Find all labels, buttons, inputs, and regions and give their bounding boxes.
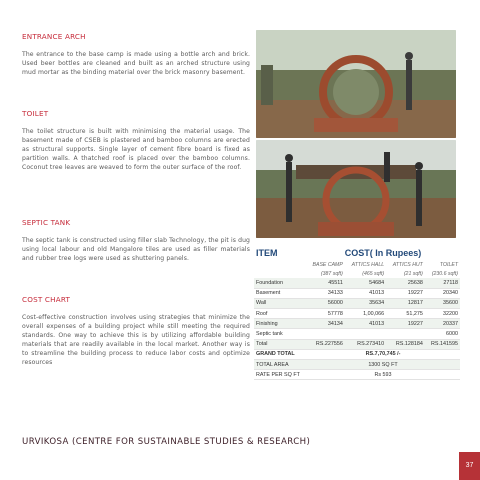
column-header: ATTICS HUT xyxy=(392,261,423,268)
cell: 51,275 xyxy=(386,309,425,319)
cell: 27118 xyxy=(425,278,460,288)
column-area: (465 sqft) xyxy=(362,270,385,277)
table-row xyxy=(254,309,460,319)
cost-table xyxy=(254,246,460,380)
section-text-entrance-arch: The entrance to the base camp is made using a bottle arch and brick. Used beer bottles are cleaned and built as an arched structure using mud mortar as the binding material over the brick masonry basement. xyxy=(22,51,250,77)
section-heading-septic-tank: SEPTIC TANK xyxy=(22,218,71,227)
column-area: (230.6 sqft) xyxy=(431,270,458,277)
row-label: Basement xyxy=(254,288,306,298)
total-area-row xyxy=(254,360,460,370)
section-heading-entrance-arch: ENTRANCE ARCH xyxy=(22,32,86,41)
cell: 35634 xyxy=(345,298,386,308)
cell: 12817 xyxy=(386,298,425,308)
cell: 6000 xyxy=(425,329,460,339)
cell: 19227 xyxy=(386,319,425,329)
cell: RS.273410 xyxy=(345,339,386,349)
row-label: Roof xyxy=(254,309,306,319)
cell: 35600 xyxy=(425,298,460,308)
cell: 34133 xyxy=(306,288,345,298)
cell: RS.128184 xyxy=(386,339,425,349)
page-number: 37 xyxy=(459,452,480,480)
cell xyxy=(306,329,345,339)
cell: 45511 xyxy=(306,278,345,288)
cell: 1,00,066 xyxy=(345,309,386,319)
row-label: Finishing xyxy=(254,319,306,329)
cell: 19227 xyxy=(386,288,425,298)
rate-label: RATE PER SQ FT xyxy=(254,370,306,380)
rate-value: Rs 593 xyxy=(306,370,460,380)
rate-row xyxy=(254,370,460,380)
cell: 41013 xyxy=(345,288,386,298)
table-row xyxy=(254,339,460,349)
column-header: TOILET xyxy=(439,261,458,268)
grand-total-label: GRAND TOTAL xyxy=(254,349,306,359)
cell: 20340 xyxy=(425,288,460,298)
cell xyxy=(345,329,386,339)
table-item-header: ITEM xyxy=(256,248,278,258)
row-label: Wall xyxy=(254,298,306,308)
cell: RS.227556 xyxy=(306,339,345,349)
total-area-label: TOTAL AREA xyxy=(254,360,306,370)
table-row xyxy=(254,278,460,288)
table-row xyxy=(254,319,460,329)
row-label: Foundation xyxy=(254,278,306,288)
section-text-septic-tank: The septic tank is constructed using filler slab Technology, the pit is dug using local labour and old Mangalore tiles are used as filler materials and rubber tree logs were used as shuttering panels. xyxy=(22,237,250,263)
cell: 54684 xyxy=(345,278,386,288)
table-row xyxy=(254,329,460,339)
grand-total-row xyxy=(254,349,460,359)
column-area: (387 sqft) xyxy=(320,270,343,277)
cell: 20337 xyxy=(425,319,460,329)
cell: 34134 xyxy=(306,319,345,329)
cell: 25638 xyxy=(386,278,425,288)
total-area-value: 1300 SQ FT xyxy=(306,360,460,370)
photo-entrance-arch xyxy=(256,30,456,138)
cell: 56000 xyxy=(306,298,345,308)
row-label: Septic tank xyxy=(254,329,306,339)
cell: 32200 xyxy=(425,309,460,319)
cell: RS.141595 xyxy=(425,339,460,349)
arch-illustration xyxy=(256,30,456,138)
section-heading-toilet: TOILET xyxy=(22,109,49,118)
footer-title: URVIKOSA (CENTRE FOR SUSTAINABLE STUDIES & RESEARCH) xyxy=(22,437,311,447)
grand-total-value: RS.7,70,745 /- xyxy=(306,349,460,359)
section-text-toilet: The toilet structure is built with minimising the material usage. The basement made of CSEB is plastered and bamboo columns are erected as structural supports. Single layer of cement fibre board is fixed as partition walls. A thatched roof is placed over the bamboo columns. Coconut tree leaves are weaved to form the outer surface of the roof. xyxy=(22,128,250,172)
cell xyxy=(386,329,425,339)
cell: 41013 xyxy=(345,319,386,329)
section-heading-cost-chart: COST CHART xyxy=(22,295,71,304)
section-text-cost-chart: Cost-effective construction involves using strategies that minimize the overall expenses of a building project while still meeting the required standards. One way to achieve this is by utilizing affordable building materials that are readily available in the local market. Another way is to streamline the building process to reduce labor costs and optimize resources xyxy=(22,314,250,367)
construction-illustration xyxy=(256,140,456,238)
table-cost-header: COST( In Rupees) xyxy=(344,248,422,258)
table-row xyxy=(254,288,460,298)
column-area: (21 sqft) xyxy=(403,270,423,277)
cell: 57778 xyxy=(306,309,345,319)
column-header: BASE CAMP xyxy=(312,261,343,268)
photo-arch-construction xyxy=(256,140,456,238)
row-label: Total xyxy=(254,339,306,349)
column-header: ATTICS HALL xyxy=(351,261,385,268)
table-row xyxy=(254,298,460,308)
